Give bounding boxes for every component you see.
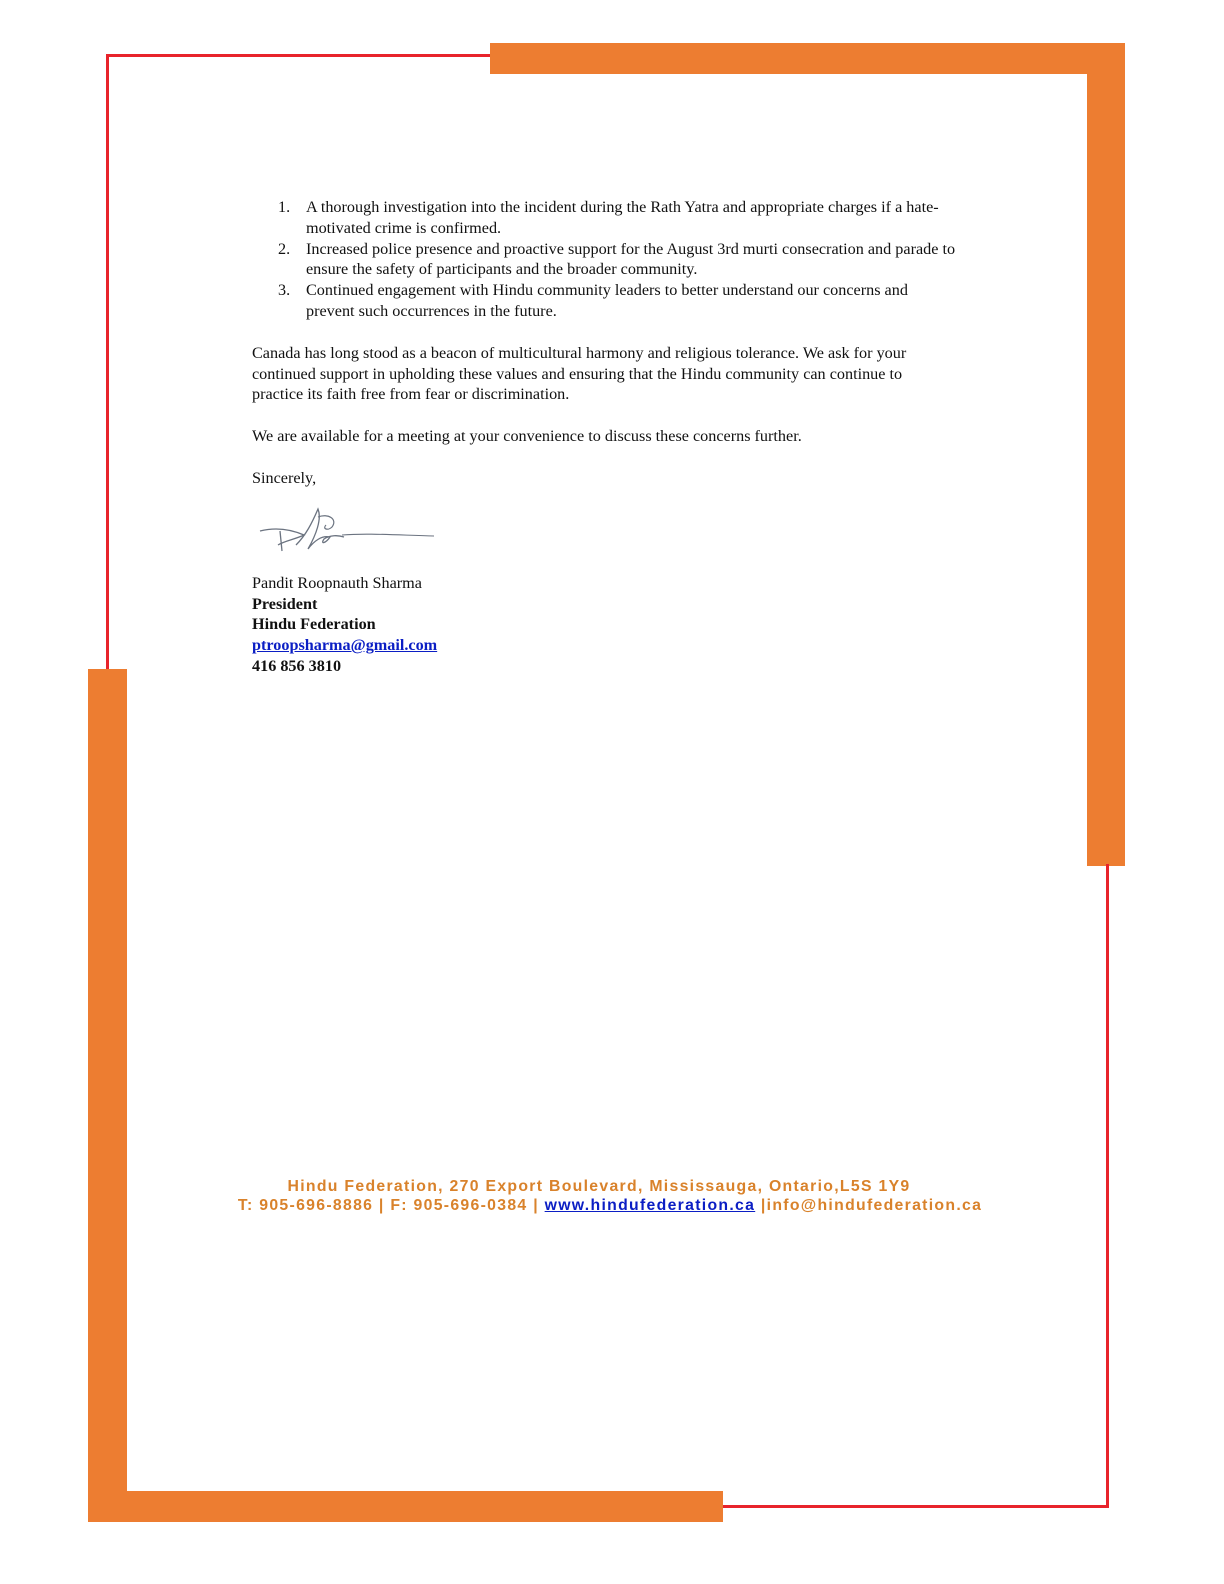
signature xyxy=(252,505,957,573)
list-item xyxy=(252,197,957,239)
list-number: 2. xyxy=(278,239,291,258)
frame-bottom-red-line xyxy=(720,1505,1109,1508)
list-item xyxy=(252,280,957,322)
closing: Sincerely, xyxy=(252,468,317,487)
frame-right-red-line xyxy=(1106,864,1109,1507)
footer-address: Hindu Federation, 270 Export Boulevard, Mississauga, Ontario,L5S 1Y9 xyxy=(287,1178,911,1195)
footer-contact-line xyxy=(150,1196,1070,1215)
frame-right-orange-bar xyxy=(1087,43,1125,866)
frame-left-orange-bar xyxy=(88,669,127,1522)
signature-icon xyxy=(256,505,446,565)
list-number: 1. xyxy=(278,198,291,216)
letter-body xyxy=(252,197,957,677)
letterhead-footer xyxy=(150,1177,1070,1215)
signatory-organization: Hindu Federation xyxy=(252,615,376,634)
frame-left-red-line xyxy=(106,54,109,670)
footer-phone-fax: T: 905-696-8886 | F: 905-696-0384 | xyxy=(237,1197,539,1214)
demands-list xyxy=(252,197,957,322)
list-item xyxy=(252,239,957,281)
list-item-text: A thorough investigation into the incident during the Rath Yatra and appropriate charges if a hate-motivated crime is confirmed. xyxy=(306,198,939,237)
list-item-text: Increased police presence and proactive support for the August 3rd murti consecration and parade to ensure the safety of participants and the broader community. xyxy=(306,239,956,279)
signatory-email-link[interactable]: ptroopsharma@gmail.com xyxy=(252,636,438,655)
frame-bottom-orange-bar xyxy=(88,1491,723,1522)
signatory-title: President xyxy=(252,594,318,613)
frame-top-orange-bar xyxy=(490,43,1125,74)
footer-email: |info@hindufederation.ca xyxy=(760,1197,983,1214)
frame-top-red-line xyxy=(106,54,492,57)
footer-website-link[interactable]: www.hindufederation.ca xyxy=(544,1197,756,1214)
values-paragraph: Canada has long stood as a beacon of multicultural harmony and religious tolerance. We ask for your continued support in upholding these values and ensuring that the Hindu community can continue to practice its faith free from fear or discrimination. xyxy=(252,343,907,404)
list-number: 3. xyxy=(278,281,291,300)
list-item-text: Continued engagement with Hindu community leaders to better understand our concerns and prevent such occurrences in the future. xyxy=(306,281,908,320)
signatory-name: Pandit Roopnauth Sharma xyxy=(252,573,422,592)
meeting-paragraph: We are available for a meeting at your convenience to discuss these concerns further. xyxy=(252,427,802,446)
signatory-phone: 416 856 3810 xyxy=(252,656,342,675)
